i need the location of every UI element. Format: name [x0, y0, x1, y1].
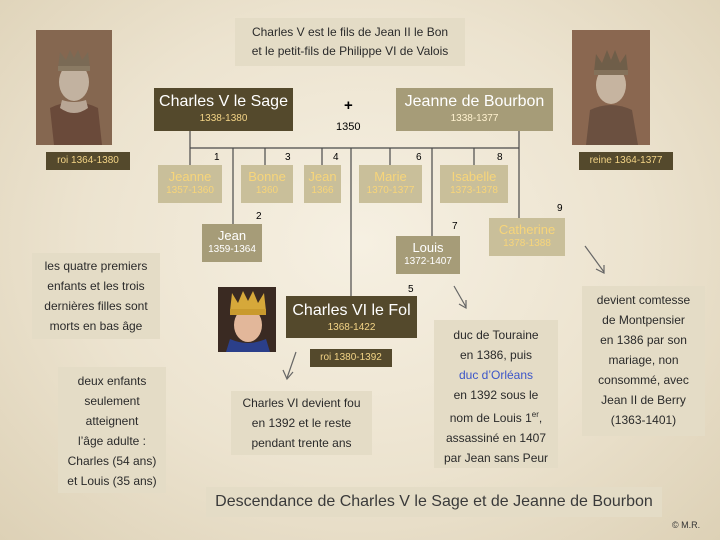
marriage-year: 1350 — [336, 121, 361, 133]
child-number: 3 — [285, 152, 291, 163]
child-box-jean-1366: Jean 1366 — [304, 165, 341, 203]
charles-v-reign-label: roi 1364-1380 — [46, 152, 130, 170]
marriage-symbol: + — [344, 97, 353, 114]
note-adults: deux enfants seulement atteignent l’âge adulte : Charles (54 ans) et Louis (35 ans) — [58, 367, 166, 493]
mother-box — [396, 88, 553, 131]
child-box-catherine: Catherine 1378-1388 — [489, 218, 565, 256]
header-note: Charles V est le fils de Jean II le Bon et le petit-fils de Philippe VI de Valois — [235, 18, 465, 66]
child-box-jean-1359: Jean 1359-1364 — [202, 224, 262, 262]
child-number: 2 — [256, 211, 262, 222]
jeanne-reign-label: reine 1364-1377 — [579, 152, 673, 170]
note-catherine: devient comtesse de Montpensier en 1386 par son mariage, non consommé, avec Jean II de Berry (1363-1401) — [582, 286, 705, 436]
child-number: 5 — [408, 284, 414, 295]
mother-name: Jeanne de Bourbon — [404, 93, 545, 110]
father-box — [154, 88, 293, 131]
child-number: 6 — [416, 152, 422, 163]
note-died-young: les quatre premiers enfants et les trois dernières filles sont morts en bas âge — [32, 253, 160, 339]
child-number: 4 — [333, 152, 339, 163]
child-box-louis: Louis 1372-1407 — [396, 236, 460, 274]
child-number: 1 — [214, 152, 220, 163]
credit: © M.R. — [672, 520, 701, 530]
child-box-isabelle: Isabelle 1373-1378 — [440, 165, 508, 203]
portrait-of-charles-vi — [218, 287, 276, 352]
duc-orleans-link: duc d’Orléans — [458, 368, 534, 382]
charles-vi-reign-label: roi 1380-1392 — [310, 349, 392, 367]
statue-of-jeanne-de-bourbon — [572, 30, 650, 145]
child-box-jeanne: Jeanne 1357-1360 — [158, 165, 222, 203]
child-number: 8 — [497, 152, 503, 163]
child-box-bonne: Bonne 1360 — [241, 165, 293, 203]
statue-of-charles-v — [36, 30, 112, 145]
child-number: 7 — [452, 221, 458, 232]
father-years: 1338-1380 — [199, 113, 248, 124]
footer-title: Descendance de Charles V le Sage et de Jeanne de Bourbon — [206, 487, 662, 517]
father-name: Charles V le Sage — [159, 93, 288, 110]
mother-years: 1338-1377 — [450, 113, 499, 124]
child-number: 9 — [557, 203, 563, 214]
note-louis: duc de Touraine en 1386, puis duc d’Orléans en 1392 sous le nom de Louis 1er, assassiné en 1407 par Jean sans Peur — [434, 320, 558, 468]
note-charles-vi: Charles VI devient fou en 1392 et le reste pendant trente ans — [231, 391, 372, 455]
child-box-marie: Marie 1370-1377 — [359, 165, 422, 203]
child-box-charles-vi: Charles VI le Fol 1368-1422 — [286, 296, 417, 338]
